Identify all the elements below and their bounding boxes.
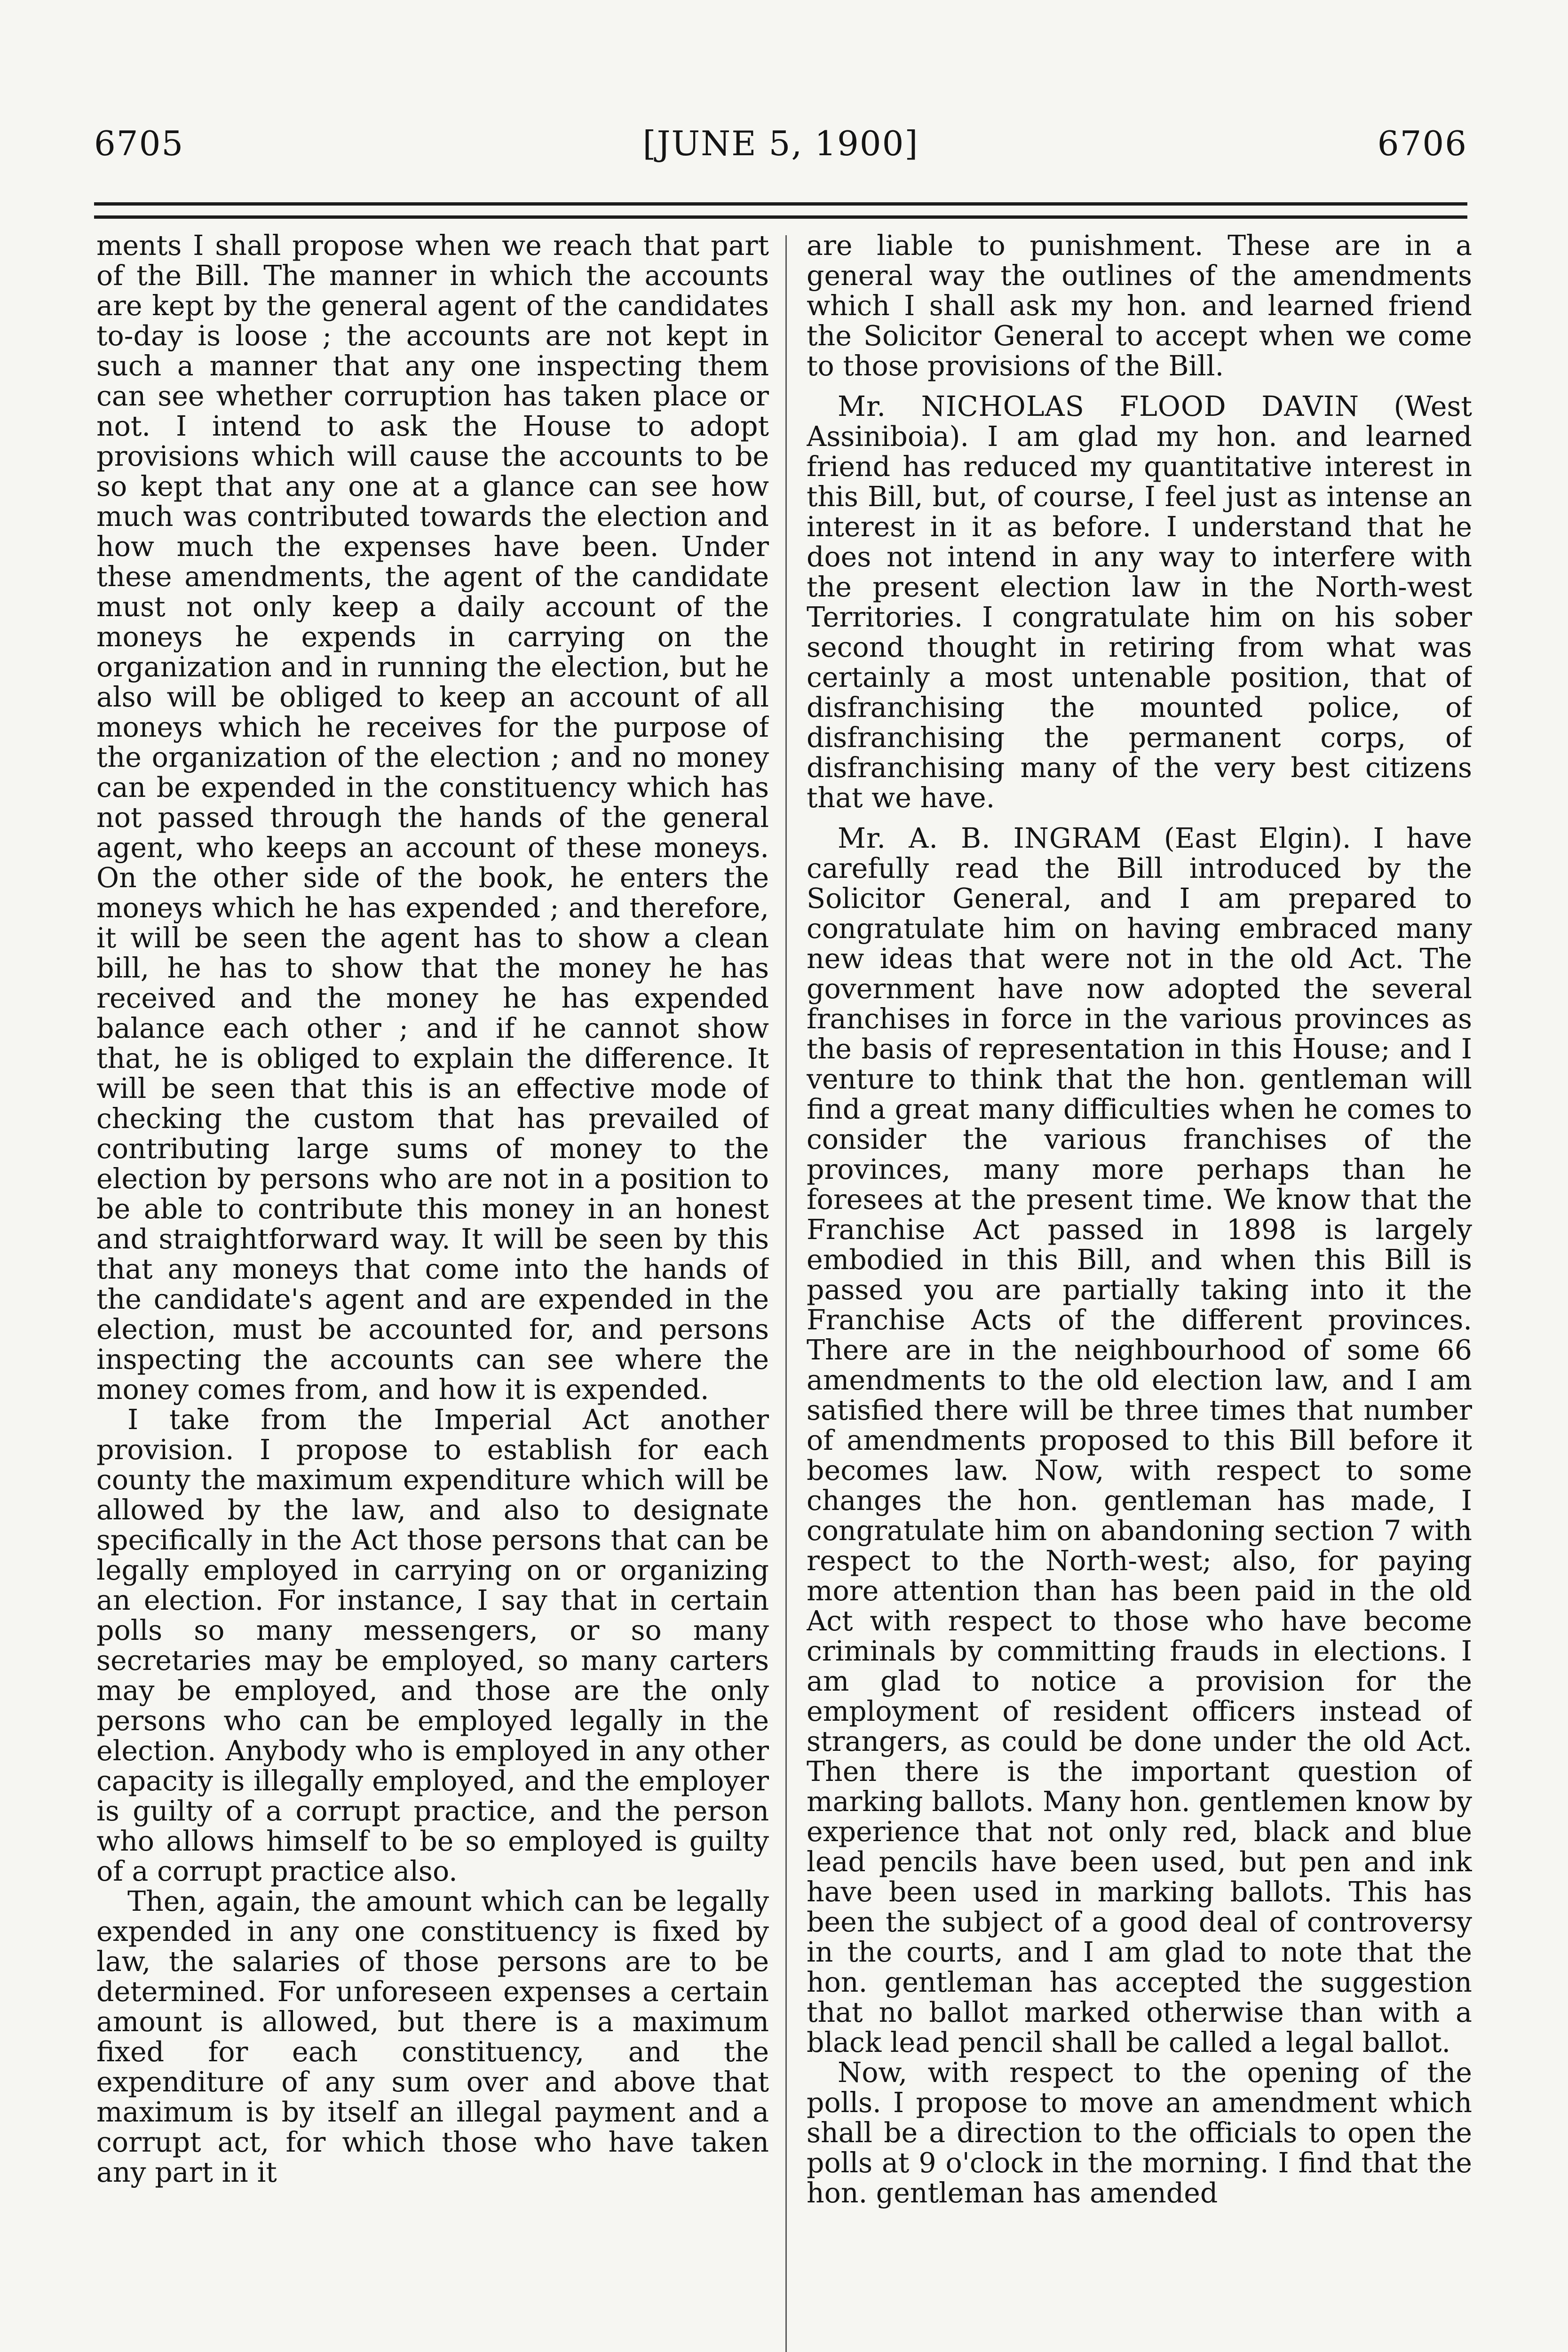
riding-davin: (West Assiniboia). bbox=[807, 390, 1472, 453]
header-rule-top bbox=[94, 202, 1467, 206]
column-divider bbox=[785, 235, 787, 2352]
speech-ingram: I have carefully read the Bill introduced by the Solicitor General, and I am prepared to congratulate him on having embraced many new ideas that were not in the old Act. The government have now adopted the several franchises in force in the various provinces as the basis of representation in this House; and I venture to think that the hon. gentleman will find a great many difficulties when he comes to consider the various franchises of the provinces, many more perhaps than he foresees at the present time. We know that the Franchise Act passed in 1898 is largely embodied in this Bill, and when this Bill is passed you are partially taking into it the Franchise Acts of the different provinces. There are in the neighbourhood of some 66 amendments to the old election law, and I am satisfied there will be three times that number of amendments proposed to this Bill before it becomes law. Now, with respect to some changes the hon. gentleman has made, I congratulate him on abandoning section 7 with respect to the North-west; also, for paying more attention than has been paid in the old Act with respect to those who have become criminals by committing frauds in elections. I am glad to notice a provision for the employment of resident officers instead of strangers, as could be done under the old Act. Then there is the important question of marking ballots. Many hon. gentlemen know by experience that not only red, black and blue lead pencils have been used, but pen and ink have been used in marking ballots. This has been the subject of a good deal of controversy in the courts, and I am glad to note that the hon. gentleman has accepted the suggestion that no ballot marked otherwise than with a black lead pencil shall be called a legal ballot. bbox=[807, 822, 1472, 2058]
speech-davin: I am glad my hon. and learned friend has reduced my quantitative interest in this Bill, but, of course, I feel just as intense an interest in it as before. I understand that he does not intend in any way to interfere with the present election law in the North-west Territories. I congratulate him on his sober second thought in retiring from what was certainly a most untenable position, that of disfranchising the mounted police, of disfranchising the permanent corps, of disfranchising many of the very best citizens that we have. bbox=[807, 421, 1472, 814]
left-paragraph-2: I take from the Imperial Act another provision. I propose to establish for each county the maximum expenditure which will be allowed by the law, and also to designate specifically in the Act those persons that can be legally employed in carrying on or organizing an election. For instance, I say that in certain polls so many messengers, or so many secretaries may be employed, so many carters may be employed, and those are the only persons who can be employed legally in the election. Anybody who is employed in any other capacity is illegally employed, and the employer is guilty of a corrupt practice, and the person who allows himself to be so employed is guilty of a corrupt practice also. bbox=[96, 1404, 769, 1887]
right-paragraph-1: are liable to punishment. These are in a general way the outlines of the amendments which I shall ask my hon. and learned friend the Solicitor General to accept when we come to those provisions of the Bill. bbox=[807, 230, 1472, 382]
speaker-davin: Mr. NICHOLAS FLOOD DAVIN bbox=[838, 390, 1360, 422]
right-paragraph-4: Now, with respect to the opening of the polls. I propose to move an amendment which shall be a direction to the officials to open the polls at 9 o'clock in the morning. I find that the hon. gentleman has amended bbox=[807, 2057, 1472, 2209]
right-paragraph-2 bbox=[807, 391, 1472, 813]
page-header bbox=[94, 118, 1467, 169]
page-date: [JUNE 5, 1900] bbox=[642, 124, 919, 163]
left-column bbox=[96, 230, 769, 2352]
page-number-left: 6705 bbox=[94, 124, 184, 163]
riding-ingram: (East Elgin). bbox=[1141, 822, 1351, 854]
speaker-ingram: Mr. A. B. INGRAM bbox=[838, 822, 1142, 854]
page-number-right: 6706 bbox=[1377, 124, 1467, 163]
left-paragraph-1: ments I shall propose when we reach that part of the Bill. The manner in which the accounts are kept by the general agent of the candidates to-day is loose ; the accounts are not kept in such a manner that any one inspecting them can see whether corruption has taken place or not. I intend to ask the House to adopt provisions which will cause the accounts to be so kept that any one at a glance can see how much was contributed towards the election and how much the expenses have been. Under these amendments, the agent of the candidate must not only keep a daily account of the moneys he expends in carrying on the organization and in running the election, but he also will be obliged to keep an account of all moneys which he receives for the purpose of the organization of the election ; and no money can be expended in the constituency which has not passed through the hands of the general agent, who keeps an account of these moneys. On the other side of the book, he enters the moneys which he has expended ; and therefore, it will be seen the agent has to show a clean bill, he has to show that the money he has received and the money he has expended balance each other ; and if he cannot show that, he is obliged to explain the difference. It will be seen that this is an effective mode of checking the custom that has prevailed of contributing large sums of money to the election by persons who are not in a position to be able to contribute this money in an honest and straightforward way. It will be seen by this that any moneys that come into the hands of the candidate's agent and are expended in the election, must be accounted for, and persons inspecting the accounts can see where the money comes from, and how it is expended. bbox=[96, 230, 769, 1406]
header-rule-bottom bbox=[94, 215, 1467, 219]
right-column bbox=[807, 230, 1472, 2352]
right-paragraph-3 bbox=[807, 823, 1472, 2058]
left-paragraph-3: Then, again, the amount which can be legally expended in any one constituency is fixed by law, the salaries of those persons are to be determined. For unforeseen expenses a certain amount is allowed, but there is a maximum fixed for each constituency, and the expenditure of any sum over and above that maximum is by itself an illegal payment and a corrupt act, for which those who have taken any part in it bbox=[96, 1885, 769, 2188]
